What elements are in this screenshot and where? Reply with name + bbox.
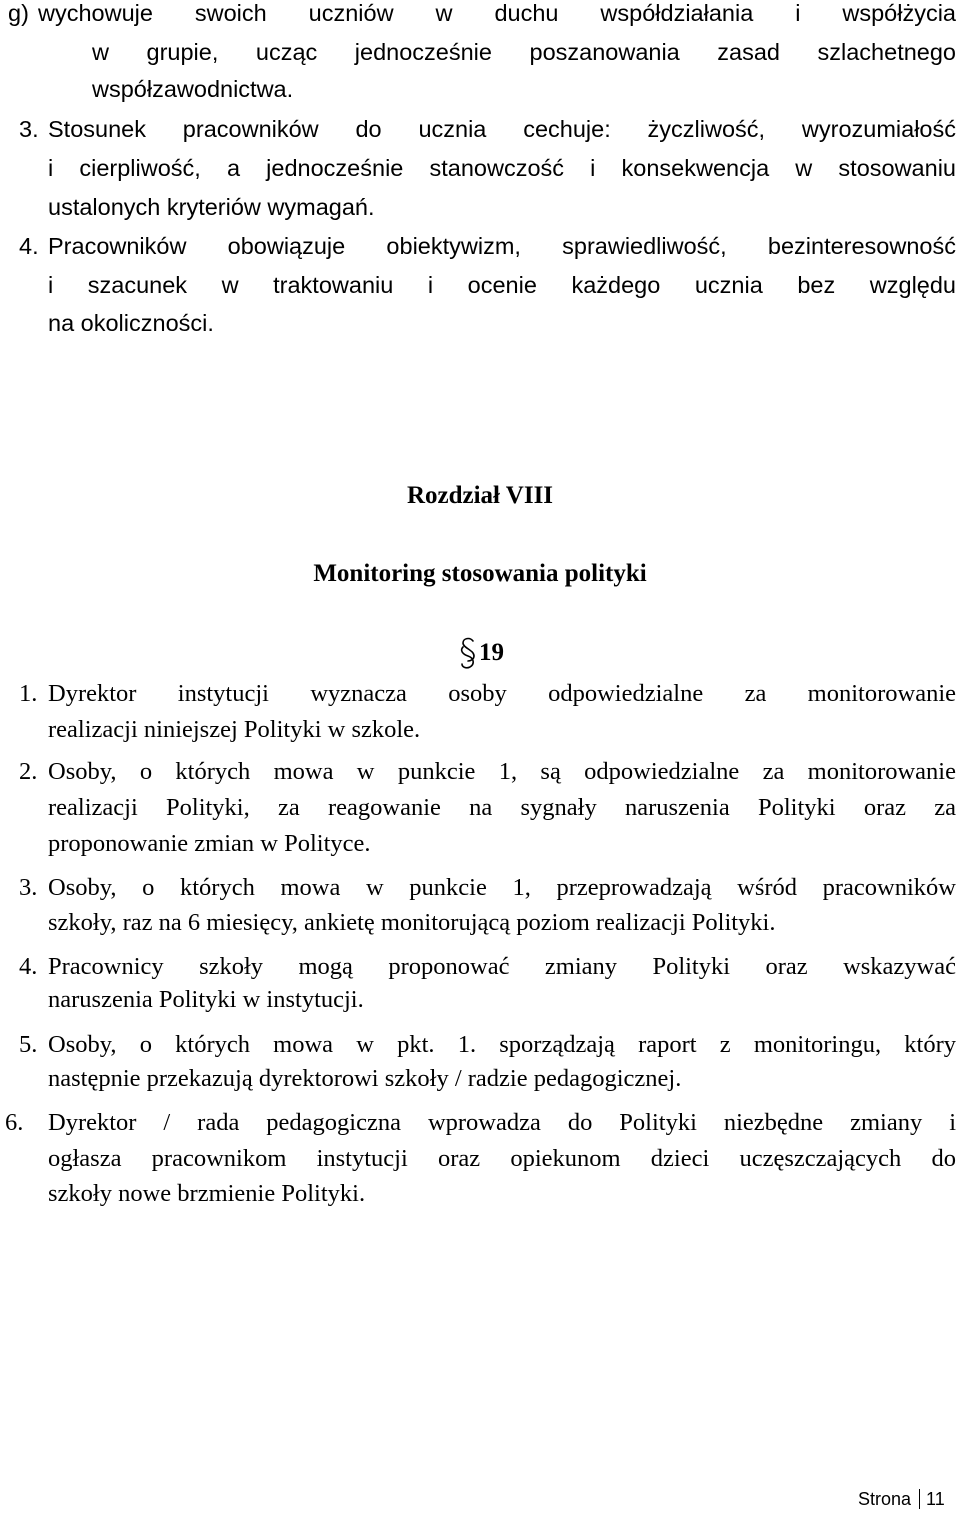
item-6-line-2: ogłasza pracownikom instytucji oraz opiekunom dzieci uczęszczających do xyxy=(48,1145,956,1172)
item-2-line-1: Osoby, o których mowa w punkcie 1, są odpowiedzialne za monitorowanie xyxy=(48,758,956,785)
item-1-line-2: realizacji niniejszej Polityki w szkole. xyxy=(48,716,421,743)
footer-label: Strona xyxy=(858,1489,912,1509)
item-4-line-2: i szacunek w traktowaniu i ocenie każdego ucznia bez względu xyxy=(48,272,956,298)
item-4b-number: 4. xyxy=(19,953,38,980)
item-g-line-2: w grupie, ucząc jednocześnie poszanowania zasad szlachetnego xyxy=(92,39,956,65)
item-6-number: 6. xyxy=(5,1109,24,1136)
item-4b-line-1: Pracownicy szkoły mogą proponować zmiany Polityki oraz wskazywać xyxy=(48,953,956,980)
item-1-number: 1. xyxy=(19,680,38,707)
section-symbol-icon xyxy=(457,636,479,672)
item-g-label: g) xyxy=(8,0,29,26)
footer-divider xyxy=(919,1489,920,1509)
footer-page-number: 11 xyxy=(926,1489,945,1509)
item-3b-number: 3. xyxy=(19,874,38,901)
item-6-line-3: szkoły nowe brzmienie Polityki. xyxy=(48,1180,366,1207)
item-4b-line-2: naruszenia Polityki w instytucji. xyxy=(48,986,364,1013)
item-4-number: 4. xyxy=(19,233,39,259)
page-footer xyxy=(858,1489,945,1509)
item-3-line-1: Stosunek pracowników do ucznia cechuje: życzliwość, wyrozumiałość xyxy=(48,116,956,142)
item-5-number: 5. xyxy=(19,1031,38,1058)
item-1-line-1: Dyrektor instytucji wyznacza osoby odpowiedzialne za monitorowanie xyxy=(48,680,956,707)
item-2-line-2: realizacji Polityki, za reagowanie na sygnały naruszenia Polityki oraz za xyxy=(48,794,956,821)
item-3b-line-2: szkoły, raz na 6 miesięcy, ankietę monitorującą poziom realizacji Polityki. xyxy=(48,909,776,936)
item-4-line-1: Pracowników obowiązuje obiektywizm, sprawiedliwość, bezinteresowność xyxy=(48,233,956,259)
item-4-line-3: na okoliczności. xyxy=(48,310,214,336)
item-2-number: 2. xyxy=(19,758,38,785)
chapter-title: Rozdział VIII xyxy=(406,482,554,509)
item-3-line-3: ustalonych kryteriów wymagań. xyxy=(48,194,375,220)
item-5-line-2: następnie przekazują dyrektorowi szkoły / radzie pedagogicznej. xyxy=(48,1065,682,1092)
item-3b-line-1: Osoby, o których mowa w punkcie 1, przeprowadzają wśród pracowników xyxy=(48,874,956,901)
item-5-line-1: Osoby, o których mowa w pkt. 1. sporządzają raport z monitoringu, który xyxy=(48,1031,956,1058)
chapter-subtitle: Monitoring stosowania polityki xyxy=(313,560,647,587)
item-3-number: 3. xyxy=(19,116,39,142)
item-g-line-3: współzawodnictwa. xyxy=(92,76,294,102)
section-number: 19 xyxy=(479,639,504,666)
item-2-line-3: proponowanie zmian w Polityce. xyxy=(48,830,371,857)
item-6-line-1: Dyrektor / rada pedagogiczna wprowadza do Polityki niezbędne zmiany i xyxy=(48,1109,956,1136)
item-g-line-1: wychowuje swoich uczniów w duchu współdziałania i współżycia xyxy=(38,0,956,26)
item-3-line-2: i cierpliwość, a jednocześnie stanowczość i konsekwencja w stosowaniu xyxy=(48,155,956,181)
